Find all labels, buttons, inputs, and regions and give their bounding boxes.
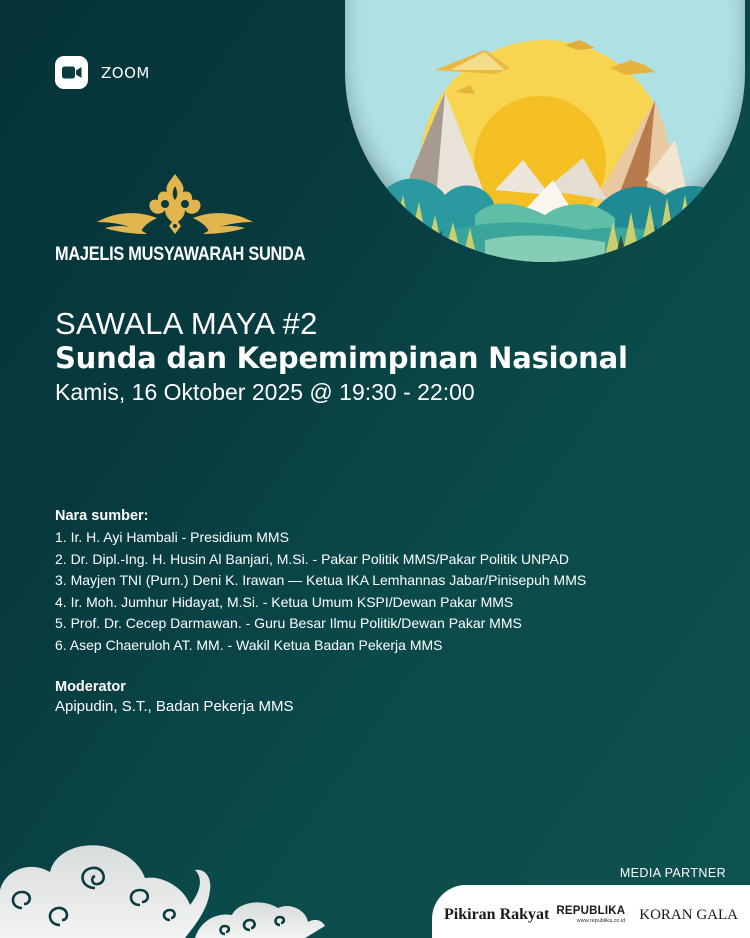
landscape-illustration [345,0,745,262]
republika-name: REPUBLIKA [556,904,626,917]
moderator-name: Apipudin, S.T., Badan Pekerja MMS [55,698,294,715]
gold-ornament-icon [95,172,255,236]
speaker-item: 2. Dr. Dipl.-Ing. H. Husin Al Banjari, M.Si. - Pakar Politik MMS/Pakar Politik UNPAD [55,550,569,567]
republika-url: www.republika.co.id [576,918,626,924]
speaker-list [55,527,586,656]
moderator-section [55,679,293,715]
speaker-item: 5. Prof. Dr. Cecep Darmawan. - Guru Besar Ilmu Politik/Dewan Pakar MMS [55,615,522,631]
moderator-heading: Moderator [55,679,126,695]
speakers-section [55,508,586,656]
speaker-item: 1. Ir. H. Ayi Hambali - Presidium MMS [55,529,289,545]
sun-mountain-illustration [345,0,745,262]
speaker-item: 6. Asep Chaeruloh AT. MM. - Wakil Ketua Badan Pekerja MMS [55,636,443,653]
event-title: Sunda dan Kepemimpinan Nasional [55,341,628,375]
platform-label: ZOOM [101,63,150,82]
organization-logo [55,172,306,266]
platform-badge [55,56,150,89]
video-camera-icon [55,56,88,89]
speakers-heading: Nara sumber: [55,508,149,524]
organization-name: MAJELIS MUSYAWARAH SUNDA [55,244,306,265]
speaker-item: 4. Ir. Moh. Jumhur Hidayat, M.Si. - Ketua Umum KSPI/Dewan Pakar MMS [55,593,514,610]
partner-logo-pikiran-rakyat: Pikiran Rakyat [444,906,550,923]
event-datetime: Kamis, 16 Oktober 2025 @ 19:30 - 22:00 [55,379,475,405]
media-partner-panel [432,885,750,938]
event-series: SAWALA MAYA #2 [55,306,318,341]
speaker-item: 3. Mayjen TNI (Purn.) Deni K. Irawan — Ketua IKA Lemhannas Jabar/Pinisepuh MMS [55,572,587,588]
cloud-ornament-icon [0,830,330,938]
partner-logo-republika [556,906,625,925]
media-partner-label: MEDIA PARTNER [619,866,726,880]
partner-logo-koran-gala: KORAN GALA [639,906,738,923]
